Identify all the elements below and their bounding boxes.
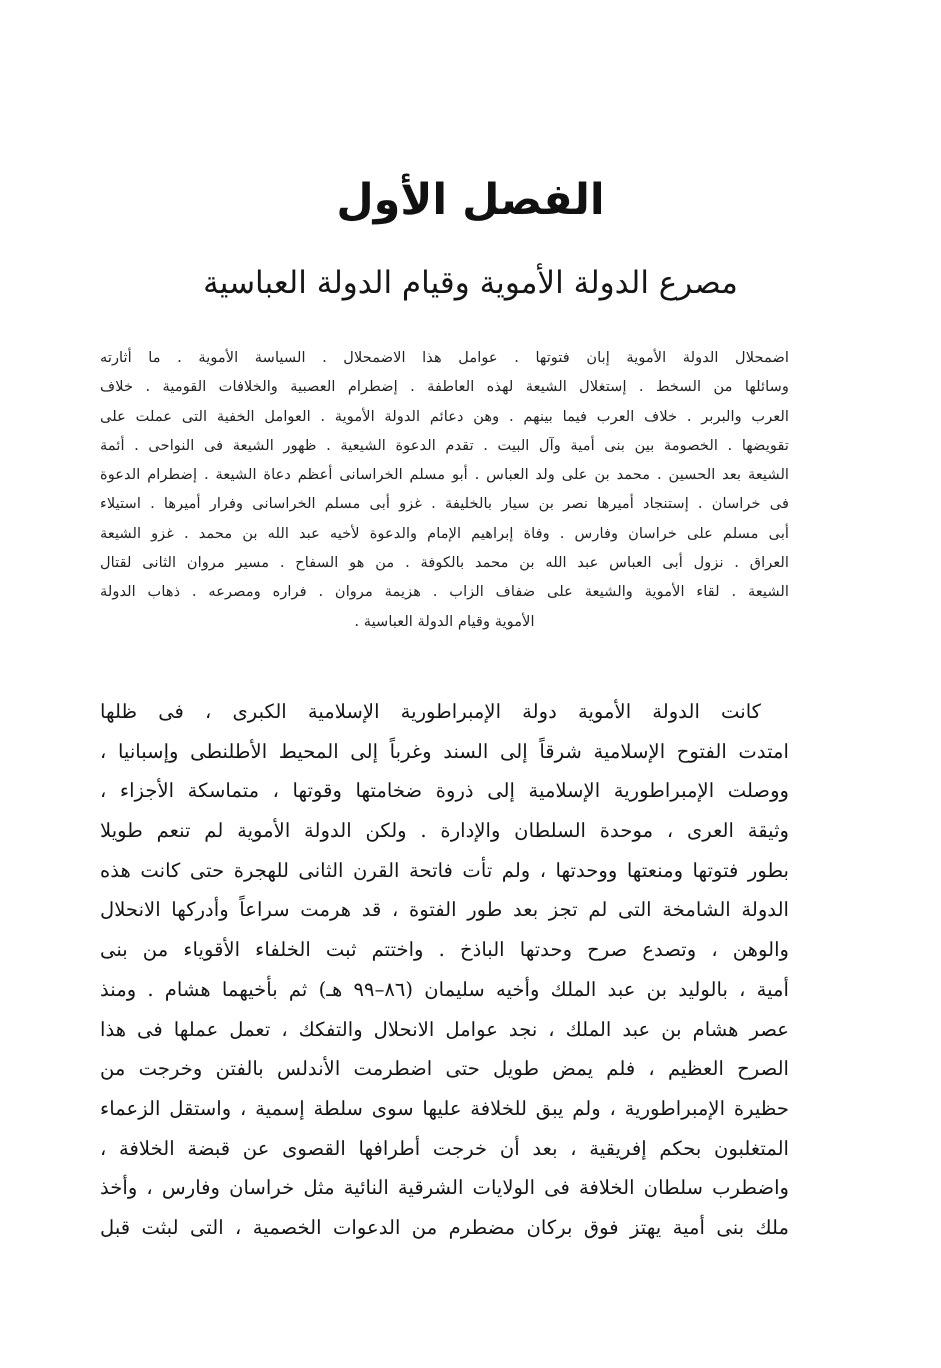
- chapter-title: الفصل الأول: [336, 175, 605, 225]
- body-text: [100, 692, 789, 1248]
- summary-line: الشيعة . لقاء الأموية والشيعة على ضفاف الزاب . هزيمة مروان . فراره ومصرعه . ذهاب الدولة: [100, 583, 789, 601]
- summary-line: وسائلها من السخط . إستغلال الشيعة لهذه العاطفة . إضطرام العصبية والخلافات القومية . خلاف: [100, 378, 789, 396]
- body-line: ووصلت الإمبراطورية الإسلامية إلى ذروة ضخامتها وقوتها ، متماسكة الأجزاء ،: [100, 779, 789, 803]
- body-line: والوهن ، وتصدع صرح وحدتها الباذخ . واختتم ثبت الخلفاء الأقوياء من بنى: [100, 938, 789, 962]
- body-line: وثيقة العرى ، موحدة السلطان والإدارة . ولكن الدولة الأموية لم تنعم طويلا: [100, 819, 789, 843]
- body-line: حظيرة الإمبراطورية ، ولم يبق للخلافة عليها سوى سلطة إسمية ، واستقل الزعماء: [100, 1096, 789, 1120]
- body-line: ملك بنى أمية يهتز فوق بركان مضطرم من الدعوات الخصمية ، التى لبثت قبل: [100, 1215, 789, 1239]
- body-line: أمية ، بالوليد بن عبد الملك وأخيه سليمان (٨٦–٩٩ هـ) ثم بأخيهما هشام . ومنذ: [100, 977, 789, 1001]
- body-line: المتغلبون بحكم إفريقية ، بعد أن خرجت أطرافها القصوى عن قبضة الخلافة ،: [100, 1136, 789, 1160]
- body-line: واضطرب سلطان الخلافة فى الولايات الشرقية النائية مثل خراسان وفارس ، وأخذ: [100, 1176, 789, 1200]
- body-line: الدولة الشامخة التى لم تجز بعد طور الفتوة ، قد هرمت سراعاً وأدركها الانحلال: [100, 898, 789, 922]
- summary-line: أبى مسلم على خراسان وفارس . وفاة إبراهيم الإمام والدعوة لأخيه عبد الله بن محمد . غزو الشيعة: [100, 524, 789, 542]
- body-line: بطور فتوتها ومنعتها ووحدتها ، ولم تأت فاتحة القرن الثانى للهجرة حتى كانت هذه: [100, 858, 789, 882]
- summary-line: العراق . نزول أبى العباس عبد الله بن محمد بالكوفة . من هو السفاح . مسير مروان الثانى لقتال: [100, 554, 789, 572]
- body-line: الصرح العظيم ، فلم يمض طويل حتى اضطرمت الأندلس بالفتن وخرجت من: [100, 1057, 789, 1081]
- chapter-subtitle: مصرع الدولة الأموية وقيام الدولة العباسية: [203, 265, 738, 301]
- summary-line: الأموية وقيام الدولة العباسية .: [354, 612, 535, 630]
- summary-line: فى خراسان . إستنجاد أميرها نصر بن سيار بالخليفة . غزو أبى مسلم الخراسانى وفرار أميرها . استيلاء: [100, 495, 789, 513]
- chapter-summary: [100, 343, 789, 636]
- body-line: عصر هشام بن عبد الملك ، نجد عوامل الانحلال والتفكك ، تعمل عملها فى هذا: [100, 1017, 789, 1041]
- body-line: كانت الدولة الأموية دولة الإمبراطورية الإسلامية الكبرى ، فى ظلها: [100, 700, 761, 723]
- summary-line: العرب والبربر . خلاف العرب فيما بينهم . وهن دعائم الدولة الأموية . العوامل الخفية التى عملت على: [100, 407, 789, 425]
- summary-line: الشيعة بعد الحسين . محمد بن على ولد العباس . أبو مسلم الخراسانى أعظم دعاة الشيعة . إضطرام الدعوة: [100, 466, 789, 484]
- summary-line: اضمحلال الدولة الأموية إبان فتوتها . عوامل هذا الاضمحلال . السياسة الأموية . ما أثارته: [100, 349, 789, 366]
- summary-line: تقويضها . الخصومة بين بنى أمية وآل البيت . تقدم الدعوة الشيعية . ظهور الشيعة فى النواحى . أئمة: [100, 436, 789, 454]
- body-line: امتدت الفتوح الإسلامية شرقاً إلى السند وغرباً إلى المحيط الأطلنطى وإسبانيا ،: [100, 739, 789, 763]
